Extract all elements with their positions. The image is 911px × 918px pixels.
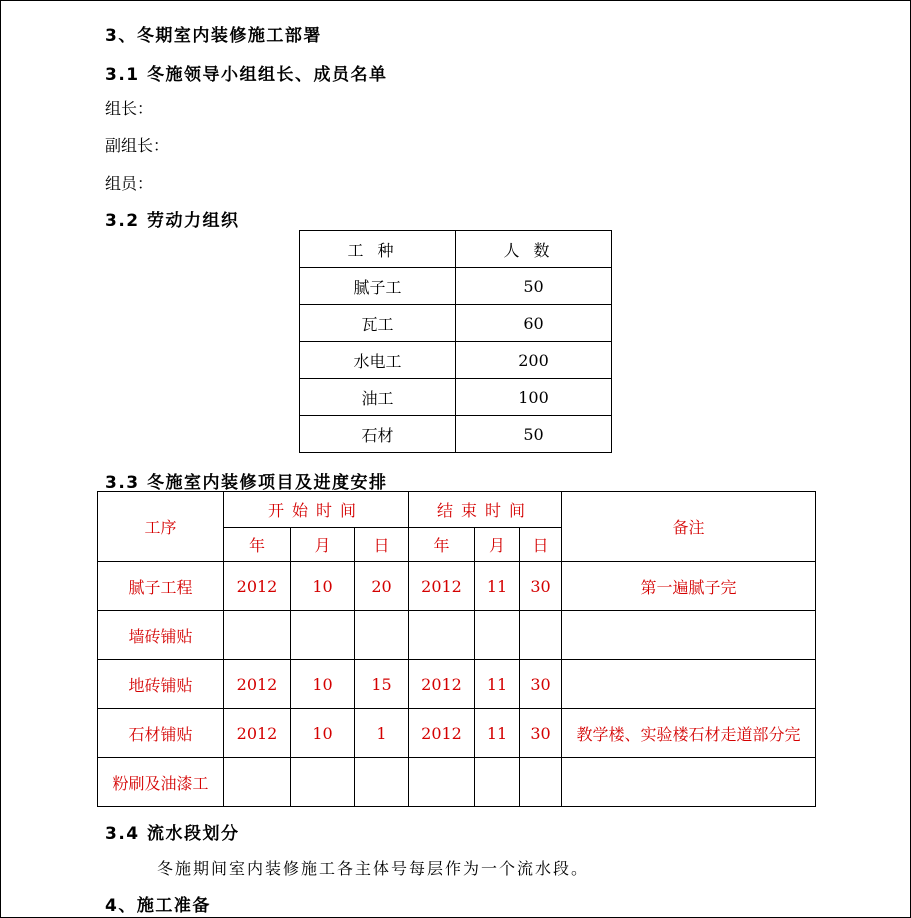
section-3-3-heading: 3.3 冬施室内装修项目及进度安排 xyxy=(105,473,388,493)
schedule-process: 地砖铺贴 xyxy=(98,660,224,709)
schedule-end-year xyxy=(409,758,475,807)
table-row xyxy=(300,416,612,453)
schedule-end-month xyxy=(475,611,520,660)
labor-trade: 瓦工 xyxy=(300,305,456,342)
schedule-sub-month: 月 xyxy=(475,528,520,562)
table-row xyxy=(98,758,816,807)
schedule-end-year: 2012 xyxy=(409,562,475,611)
schedule-end-year: 2012 xyxy=(409,660,475,709)
labor-trade: 油工 xyxy=(300,379,456,416)
schedule-note xyxy=(562,660,816,709)
schedule-end-day: 30 xyxy=(520,562,562,611)
schedule-start-year xyxy=(224,611,291,660)
labor-count: 200 xyxy=(456,342,612,379)
table-row xyxy=(98,709,816,758)
flow-section-paragraph: 冬施期间室内装修施工各主体号每层作为一个流水段。 xyxy=(157,859,590,878)
schedule-process: 腻子工程 xyxy=(98,562,224,611)
schedule-sub-day: 日 xyxy=(520,528,562,562)
deputy-leader-label: 副组长： xyxy=(105,136,170,155)
labor-header-trade: 工种 xyxy=(300,231,456,268)
schedule-sub-day: 日 xyxy=(355,528,409,562)
table-row xyxy=(300,268,612,305)
schedule-process: 墙砖铺贴 xyxy=(98,611,224,660)
schedule-end-day: 30 xyxy=(520,660,562,709)
schedule-end-day xyxy=(520,758,562,807)
schedule-header-process: 工序 xyxy=(98,492,224,562)
section-4-heading: 4、施工准备 xyxy=(105,896,211,916)
schedule-end-month xyxy=(475,758,520,807)
schedule-start-day: 1 xyxy=(355,709,409,758)
section-3-4-heading: 3.4 流水段划分 xyxy=(105,824,240,844)
schedule-start-month xyxy=(291,611,355,660)
schedule-end-day xyxy=(520,611,562,660)
schedule-sub-year: 年 xyxy=(409,528,475,562)
schedule-process: 粉刷及油漆工 xyxy=(98,758,224,807)
schedule-start-year: 2012 xyxy=(224,660,291,709)
schedule-header-note: 备注 xyxy=(562,492,816,562)
schedule-end-day: 30 xyxy=(520,709,562,758)
leader-label: 组长： xyxy=(105,99,154,118)
table-row xyxy=(98,611,816,660)
schedule-note xyxy=(562,611,816,660)
schedule-sub-year: 年 xyxy=(224,528,291,562)
labor-trade: 石材 xyxy=(300,416,456,453)
labor-count: 60 xyxy=(456,305,612,342)
labor-header-count: 人数 xyxy=(456,231,612,268)
section-3-2-heading: 3.2 劳动力组织 xyxy=(105,211,240,231)
table-row xyxy=(98,660,816,709)
schedule-table xyxy=(97,491,816,807)
labor-trade: 腻子工 xyxy=(300,268,456,305)
table-row xyxy=(300,342,612,379)
schedule-start-month: 10 xyxy=(291,562,355,611)
schedule-header-row xyxy=(98,492,816,528)
schedule-start-month: 10 xyxy=(291,709,355,758)
schedule-note xyxy=(562,758,816,807)
labor-table-header xyxy=(300,231,612,268)
schedule-start-day: 15 xyxy=(355,660,409,709)
schedule-end-year: 2012 xyxy=(409,709,475,758)
table-row xyxy=(300,379,612,416)
schedule-note: 教学楼、实验楼石材走道部分完 xyxy=(562,709,816,758)
members-label: 组员： xyxy=(105,174,154,193)
schedule-process: 石材铺贴 xyxy=(98,709,224,758)
schedule-end-year xyxy=(409,611,475,660)
labor-trade: 水电工 xyxy=(300,342,456,379)
schedule-start-day: 20 xyxy=(355,562,409,611)
labor-count: 50 xyxy=(456,268,612,305)
schedule-start-year: 2012 xyxy=(224,709,291,758)
schedule-header-start: 开始时间 xyxy=(224,492,409,528)
schedule-sub-month: 月 xyxy=(291,528,355,562)
schedule-start-year: 2012 xyxy=(224,562,291,611)
schedule-start-month xyxy=(291,758,355,807)
table-row xyxy=(98,562,816,611)
schedule-note: 第一遍腻子完 xyxy=(562,562,816,611)
schedule-start-day xyxy=(355,611,409,660)
schedule-start-month: 10 xyxy=(291,660,355,709)
labor-count: 100 xyxy=(456,379,612,416)
schedule-start-year xyxy=(224,758,291,807)
section-3-heading: 3、冬期室内装修施工部署 xyxy=(105,26,322,46)
table-row xyxy=(300,305,612,342)
schedule-end-month: 11 xyxy=(475,709,520,758)
labor-count: 50 xyxy=(456,416,612,453)
schedule-end-month: 11 xyxy=(475,660,520,709)
section-3-1-heading: 3.1 冬施领导小组组长、成员名单 xyxy=(105,65,388,85)
schedule-start-day xyxy=(355,758,409,807)
labor-table xyxy=(299,230,612,453)
schedule-end-month: 11 xyxy=(475,562,520,611)
schedule-header-end: 结束时间 xyxy=(409,492,562,528)
